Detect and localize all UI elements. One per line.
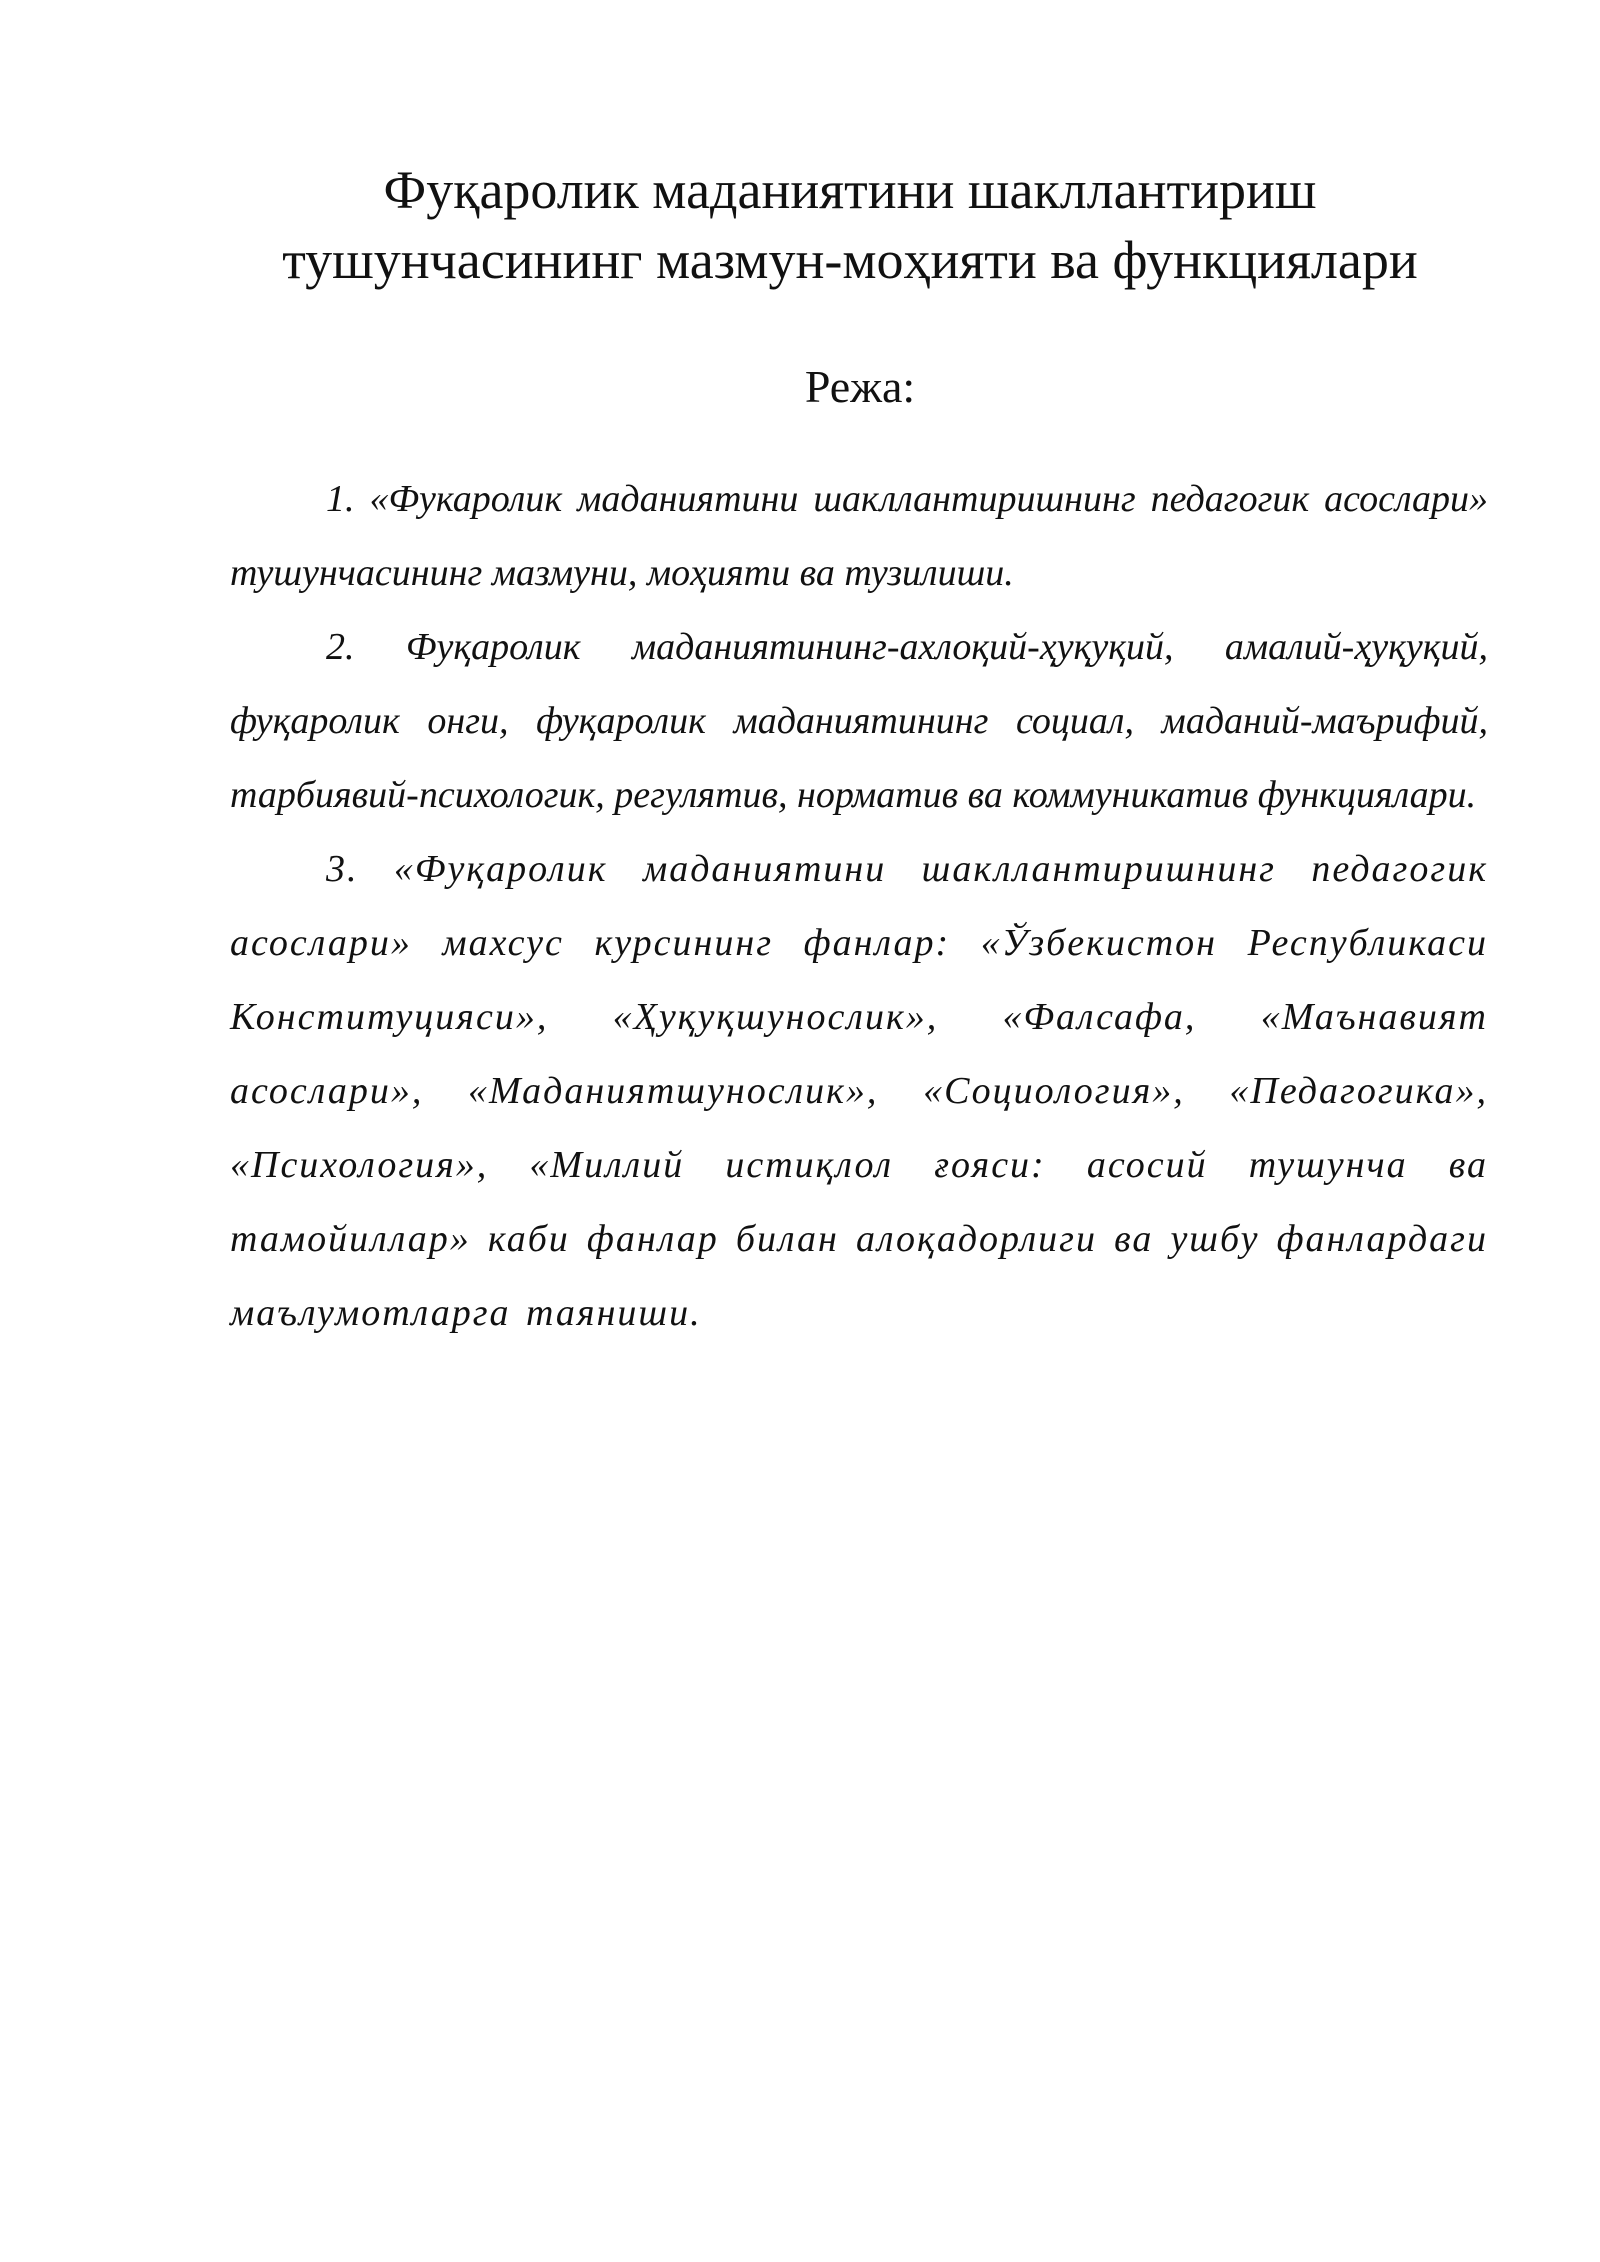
plan-item-1: 1. «Фукаролик маданиятини шакллантиришнинг педагогик асослари» тушунчасининг мазмуни, моҳияти ва тузилиши.	[230, 478, 1488, 594]
document-title-line-2: тушунчасининг мазмун-моҳияти ва функциялари	[282, 230, 1418, 290]
plan-item-2: 2. Фуқаролик маданиятининг-ахлоқий-ҳуқуқий, амалий-ҳуқуқий, фуқаролик онги, фуқаролик маданиятининг социал, маданий-маърифий, тарбиявий-психологик, регулятив, норматив ва коммуникатив функциялари.	[230, 626, 1488, 816]
plan-list	[230, 462, 1488, 1350]
plan-heading: Режа:	[804, 361, 916, 412]
plan-item-3: 3. «Фуқаролик маданиятини шакллантиришнинг педагогик асослари» махсус курсининг фанлар: «Ўзбекистон Республикаси Конституцияси», «Ҳуқуқшунослик», «Фалсафа, «Маънавият асослари», «Маданиятшунослик», «Социология», «Педагогика», «Психология», «Миллий истиқлол ғояси: асосий тушунча ва тамойиллар» каби фанлар билан алоқадорлиги ва ушбу фанлардаги маълумотларга таяниши.	[230, 848, 1488, 1334]
document-title-line-1: Фуқаролик маданиятини шакллантириш	[383, 160, 1317, 220]
